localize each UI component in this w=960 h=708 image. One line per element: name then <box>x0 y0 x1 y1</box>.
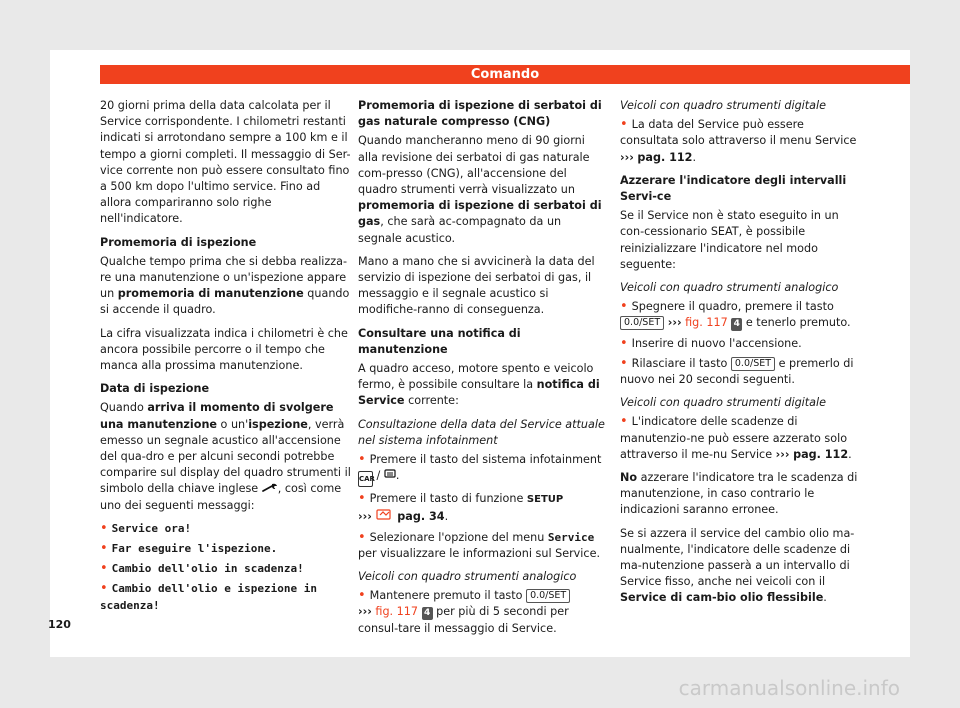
message-text: Cambio dell'olio e ispezione in scadenza! <box>100 582 317 612</box>
section-title: Comando <box>100 65 910 84</box>
ref-arrow: ››› <box>667 316 682 330</box>
heading-azzerare: Azzerare l'indicatore degli intervalli Servi-ce <box>620 173 847 204</box>
bullet-icon: • <box>358 452 366 468</box>
text: azzerare l'indicatore tra le scadenza di manutenzione, in caso contrario le indicazioni saranno erronee. <box>620 471 858 517</box>
text: . <box>848 447 852 461</box>
text: Mantenere premuto il tasto <box>369 589 527 603</box>
bullet-icon: • <box>620 335 628 351</box>
heading-promemoria-ispezione: Promemoria di ispezione <box>100 235 257 249</box>
column-1 <box>100 98 352 621</box>
text: , verrà emesso un segnale acustico all'accensione del qua-dro e per alcuni secondi potrebbe comparire sul display del quadro strumenti il simbolo della chiave inglese <box>100 417 351 496</box>
bold-text: promemoria di manutenzione <box>117 287 304 301</box>
text: , così come uno dei seguenti messaggi: <box>100 482 342 512</box>
message-text: Cambio dell'olio in scadenza! <box>111 562 304 576</box>
bold-text: notifica di Service <box>358 378 600 408</box>
text: . <box>444 510 449 524</box>
text: . <box>395 469 400 483</box>
text: Premere il tasto del sistema infotainment <box>369 453 602 467</box>
bullet-icon: • <box>358 529 366 545</box>
bold-text: Service di cam-bio olio flessibile <box>620 591 824 605</box>
message-text: Service ora! <box>111 521 192 535</box>
list-item <box>620 336 858 352</box>
car-icon: CAR <box>358 471 373 487</box>
bold-text: ispezione <box>248 417 308 431</box>
subheading: Veicoli con quadro strumenti analogico <box>358 570 577 584</box>
list-item <box>358 530 608 562</box>
bullet-icon: • <box>620 299 628 315</box>
set-key: 0.0/SET <box>526 589 570 603</box>
text: La data del Service può essere consultata solo attraverso il menu Service <box>620 118 857 148</box>
set-key: 0.0/SET <box>731 357 775 371</box>
wrench-icon <box>262 482 278 495</box>
watermark: carmanualsonline.info <box>678 676 900 700</box>
text: Selezionare l'opzione del menu <box>369 530 548 544</box>
page-ref[interactable]: pag. 112 <box>793 447 849 461</box>
bullet-icon: • <box>100 561 108 577</box>
column-2 <box>358 98 608 644</box>
paragraph <box>358 133 608 246</box>
text: corrente: <box>404 394 459 408</box>
text: Inserire di nuovo l'accensione. <box>631 336 802 350</box>
heading-notifica: Consultare una notifica di manutenzione <box>358 326 521 356</box>
bullet-icon: • <box>620 117 628 133</box>
text: Premere il tasto di funzione <box>369 492 527 506</box>
set-key: 0.0/SET <box>620 316 664 330</box>
bullet-icon: • <box>100 581 108 597</box>
ref-arrow: ››› <box>358 510 372 524</box>
ref-arrow: ››› <box>620 150 634 164</box>
list-item <box>620 299 858 331</box>
header-spacer <box>50 50 100 76</box>
text: Se si azzera il service del cambio olio ma-nualmente, l'indicatore delle scadenze di ma-nutenzione passerà a un intervallo di Service fisso, anche nei veicoli con il <box>620 526 855 589</box>
callout-number: 4 <box>731 318 742 331</box>
text: Quando <box>100 401 148 415</box>
menu-icon <box>384 469 396 482</box>
heading-data-ispezione: Data di ispezione <box>100 382 210 396</box>
bullet-icon: • <box>358 491 366 507</box>
text: / <box>373 469 384 483</box>
list-item <box>100 541 352 557</box>
paragraph <box>620 526 858 607</box>
ref-arrow: ››› <box>358 605 372 619</box>
page-header <box>50 50 910 82</box>
message-text: Far eseguire l'ispezione. <box>111 542 278 556</box>
figure-ref[interactable]: fig. 117 <box>685 316 728 330</box>
text: quando si accende il quadro. <box>100 287 350 317</box>
list-item <box>620 414 858 463</box>
text: Qualche tempo prima che si debba realizza-re una manutenzione o un'ispezione appare un <box>100 254 348 301</box>
bold-text: promemoria di ispezione di serbatoi di gas <box>358 199 602 229</box>
callout-number: 4 <box>422 607 433 620</box>
text: Rilasciare il tasto <box>631 356 731 370</box>
subheading: Veicoli con quadro strumenti analogico <box>620 281 839 295</box>
bold-text: No <box>620 471 638 485</box>
bold-text: arriva il momento di svolgere una manutenzione <box>100 401 334 431</box>
list-item <box>100 561 352 577</box>
subheading: Veicoli con quadro strumenti digitale <box>620 99 827 112</box>
list-item <box>620 117 858 166</box>
paragraph: Mano a mano che si avvicinerà la data del servizio di ispezione dei serbatoi di gas, il messaggio e il segnale acustico si modifiche-ranno di conseguenza. <box>358 254 595 317</box>
paragraph: Se il Service non è stato eseguito in un con-cessionario SEAT, è possibile reinizializzare l'indicatore nel modo seguente: <box>620 209 839 271</box>
figure-ref[interactable]: fig. 117 <box>375 605 419 619</box>
paragraph <box>100 400 352 513</box>
text: per più di 5 secondi per consul-tare il messaggio di Service. <box>358 605 569 635</box>
list-item <box>100 521 352 537</box>
settings-icon <box>375 510 393 523</box>
page-ref[interactable]: pag. 34 <box>393 510 445 524</box>
page-number: 120 <box>48 618 71 631</box>
ref-arrow: ››› <box>775 447 790 461</box>
page-ref[interactable]: pag. 112 <box>637 150 693 164</box>
subheading: Consultazione della data del Service attuale nel sistema infotainment <box>358 417 605 447</box>
text: Quando mancheranno meno di 90 giorni alla revisione dei serbatoi di gas naturale com-presso (CNG), all'accensione del quadro strumenti verrà visualizzato un <box>358 134 590 197</box>
text: A quadro acceso, motore spento e veicolo fermo, è possibile consultare la <box>358 362 594 392</box>
column-3 <box>620 98 858 614</box>
list-item <box>100 581 352 613</box>
list-item <box>358 491 608 525</box>
bullet-icon: • <box>100 541 108 557</box>
paragraph <box>100 254 352 319</box>
text: . <box>823 591 827 605</box>
text: e premerlo di nuovo nei 20 secondi seguenti. <box>620 356 854 387</box>
list-item <box>358 588 608 637</box>
bullet-icon: • <box>100 520 108 536</box>
heading-cng: Promemoria di ispezione di serbatoi di gas naturale compresso (CNG) <box>358 99 602 129</box>
bullet-icon: • <box>620 414 628 430</box>
text: . <box>692 150 697 164</box>
subheading: Veicoli con quadro strumenti digitale <box>620 396 827 410</box>
list-item <box>358 452 608 487</box>
text: Spegnere il quadro, premere il tasto <box>631 300 834 314</box>
text: per visualizzare le informazioni sul Service. <box>358 546 601 560</box>
text: e tenerlo premuto. <box>742 316 851 330</box>
text: L'indicatore delle scadenze di manutenzio-ne può essere azzerato solo attraverso il me-nu Service <box>620 415 848 461</box>
paragraph <box>358 361 608 410</box>
list-item <box>620 356 858 388</box>
paragraph <box>620 470 858 519</box>
setup-key: SETUP <box>526 494 564 506</box>
paragraph: 20 giorni prima della data calcolata per il Service corrispondente. I chilometri restanti indicati si arrotondano sempre a 100 km e il tempo a giorni completi. Il messaggio di Ser-vice corrente non può essere consultato fino a 500 km dopo l'ultimo service. Fino ad allora compariranno solo righe nell'indicatore. <box>100 99 351 226</box>
paragraph: La cifra visualizzata indica i chilometri è che ancora possibile percorre o il tempo che manca alla prossima manutenzione. <box>100 326 348 373</box>
text: , che sarà ac-compagnato da un segnale acustico. <box>358 215 562 245</box>
bullet-icon: • <box>358 588 366 604</box>
bullet-icon: • <box>620 355 628 371</box>
text: o un' <box>217 417 249 431</box>
menu-option: Service <box>547 530 595 544</box>
